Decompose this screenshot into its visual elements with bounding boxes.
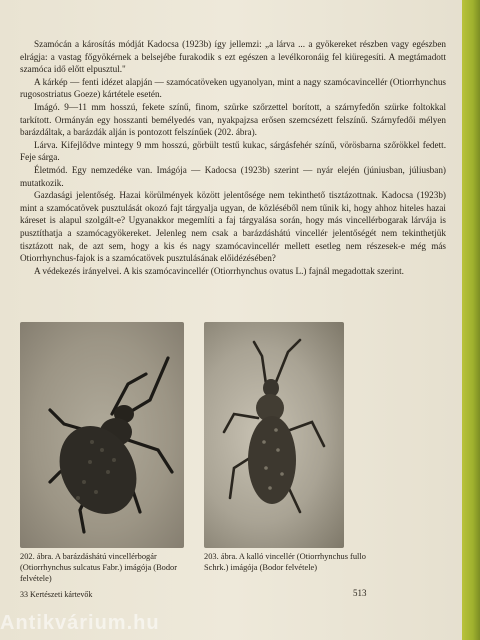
paragraph-control: A védekezés irányelvei. A kis szamócavincellér (Otiorrhynchus ovatus L.) fajnál megadottak szerint.	[34, 265, 404, 276]
paragraph-imago: Imágó. 9—11 mm hosszú, fekete színű, finom, szürke szőrzettel borított, a szárnyfedőn szürke foltokkal tarkított. Ormányán egy hosszanti bemélyedés van, nyakpajzsa erősen szemcsézett felszínű. Szárnyfedői mélyen barázdáltak, a barázdák alján is pontozott felszínűek (202. ábra).	[20, 101, 446, 138]
page-number: 513	[353, 588, 367, 598]
paragraph-damage: Szamócán a károsítás módját Kadocsa (1923b) így jellemzi: „a lárva ... a gyökereket részben vagy egészben elrágja: a vastag főgyökérnek a belsejébe furakodik s ezt egészen a levélkoronáig fel kiüregesíti. A megtámadott szamóca idő előtt elpusztul."	[20, 39, 446, 75]
weevil-fullo-image	[204, 322, 344, 548]
figure-202-photo	[20, 322, 184, 548]
body-text	[20, 38, 446, 277]
figure-202-caption: 202. ábra. A barázdáshátú vincellérbogár (Otiorrhynchus sulcatus Fabr.) imágója (Bodor felvétele)	[20, 552, 178, 583]
signature-mark: 33 Kertészeti kártevők	[20, 590, 93, 599]
paragraph-lifecycle: Életmód. Egy nemzedéke van. Imágója — Kadocsa (1923b) szerint — nyár elején (júniusban, júliusban) mutatkozik.	[20, 164, 446, 188]
book-spine	[462, 0, 480, 640]
paragraph-economic-importance: Gazdasági jelentőség. Hazai körülmények között jelentősége nem tekinthető tisztázottnak. Kadocsa (1923b) mint a szamócatövek pusztulását okozó fajt tárgyalja ugyan, de közléséből nem tűnik ki, hogy ahhoz hiteles hazai káreset is alapul szolgált-e? Ugyanakkor megemlíti a faj tárgyalása során, hogy más vincellérbogarak lárvája is pusztíthatja a szamócagyökereket. Jelenleg nem csak a barázdáshátú vincellér jelentőségét nem tekinthetjük tisztázott nak, de azt sem, hogy a kis és nagy szamócavincellér mellett esetleg nem részesek-e még más Otiorrhynchus-fajok is a szamócatövek pusztulásának előidézésében?	[20, 190, 446, 264]
figure-203-caption: 203. ábra. A kalló vincellér (Otiorrhynchus fullo Schrk.) imágója (Bodor felvétele)	[204, 552, 366, 572]
watermark: Antikvárium.hu	[0, 612, 160, 634]
paragraph-larva: Lárva. Kifejlődve mintegy 9 mm hosszú, görbült testű kukac, sárgásfehér színű, vörösbarna szőrökkel fedett. Feje sárga.	[20, 139, 446, 163]
weevil-sulcatus-image	[20, 322, 184, 548]
figure-203-photo	[204, 322, 344, 548]
paragraph-damage-picture: A kárkép — fenti idézet alapján — szamócatöveken ugyanolyan, mint a nagy szamócavincellér (Otiorrhynchus rugosostriatus Goeze) kártétele esetén.	[20, 76, 446, 100]
